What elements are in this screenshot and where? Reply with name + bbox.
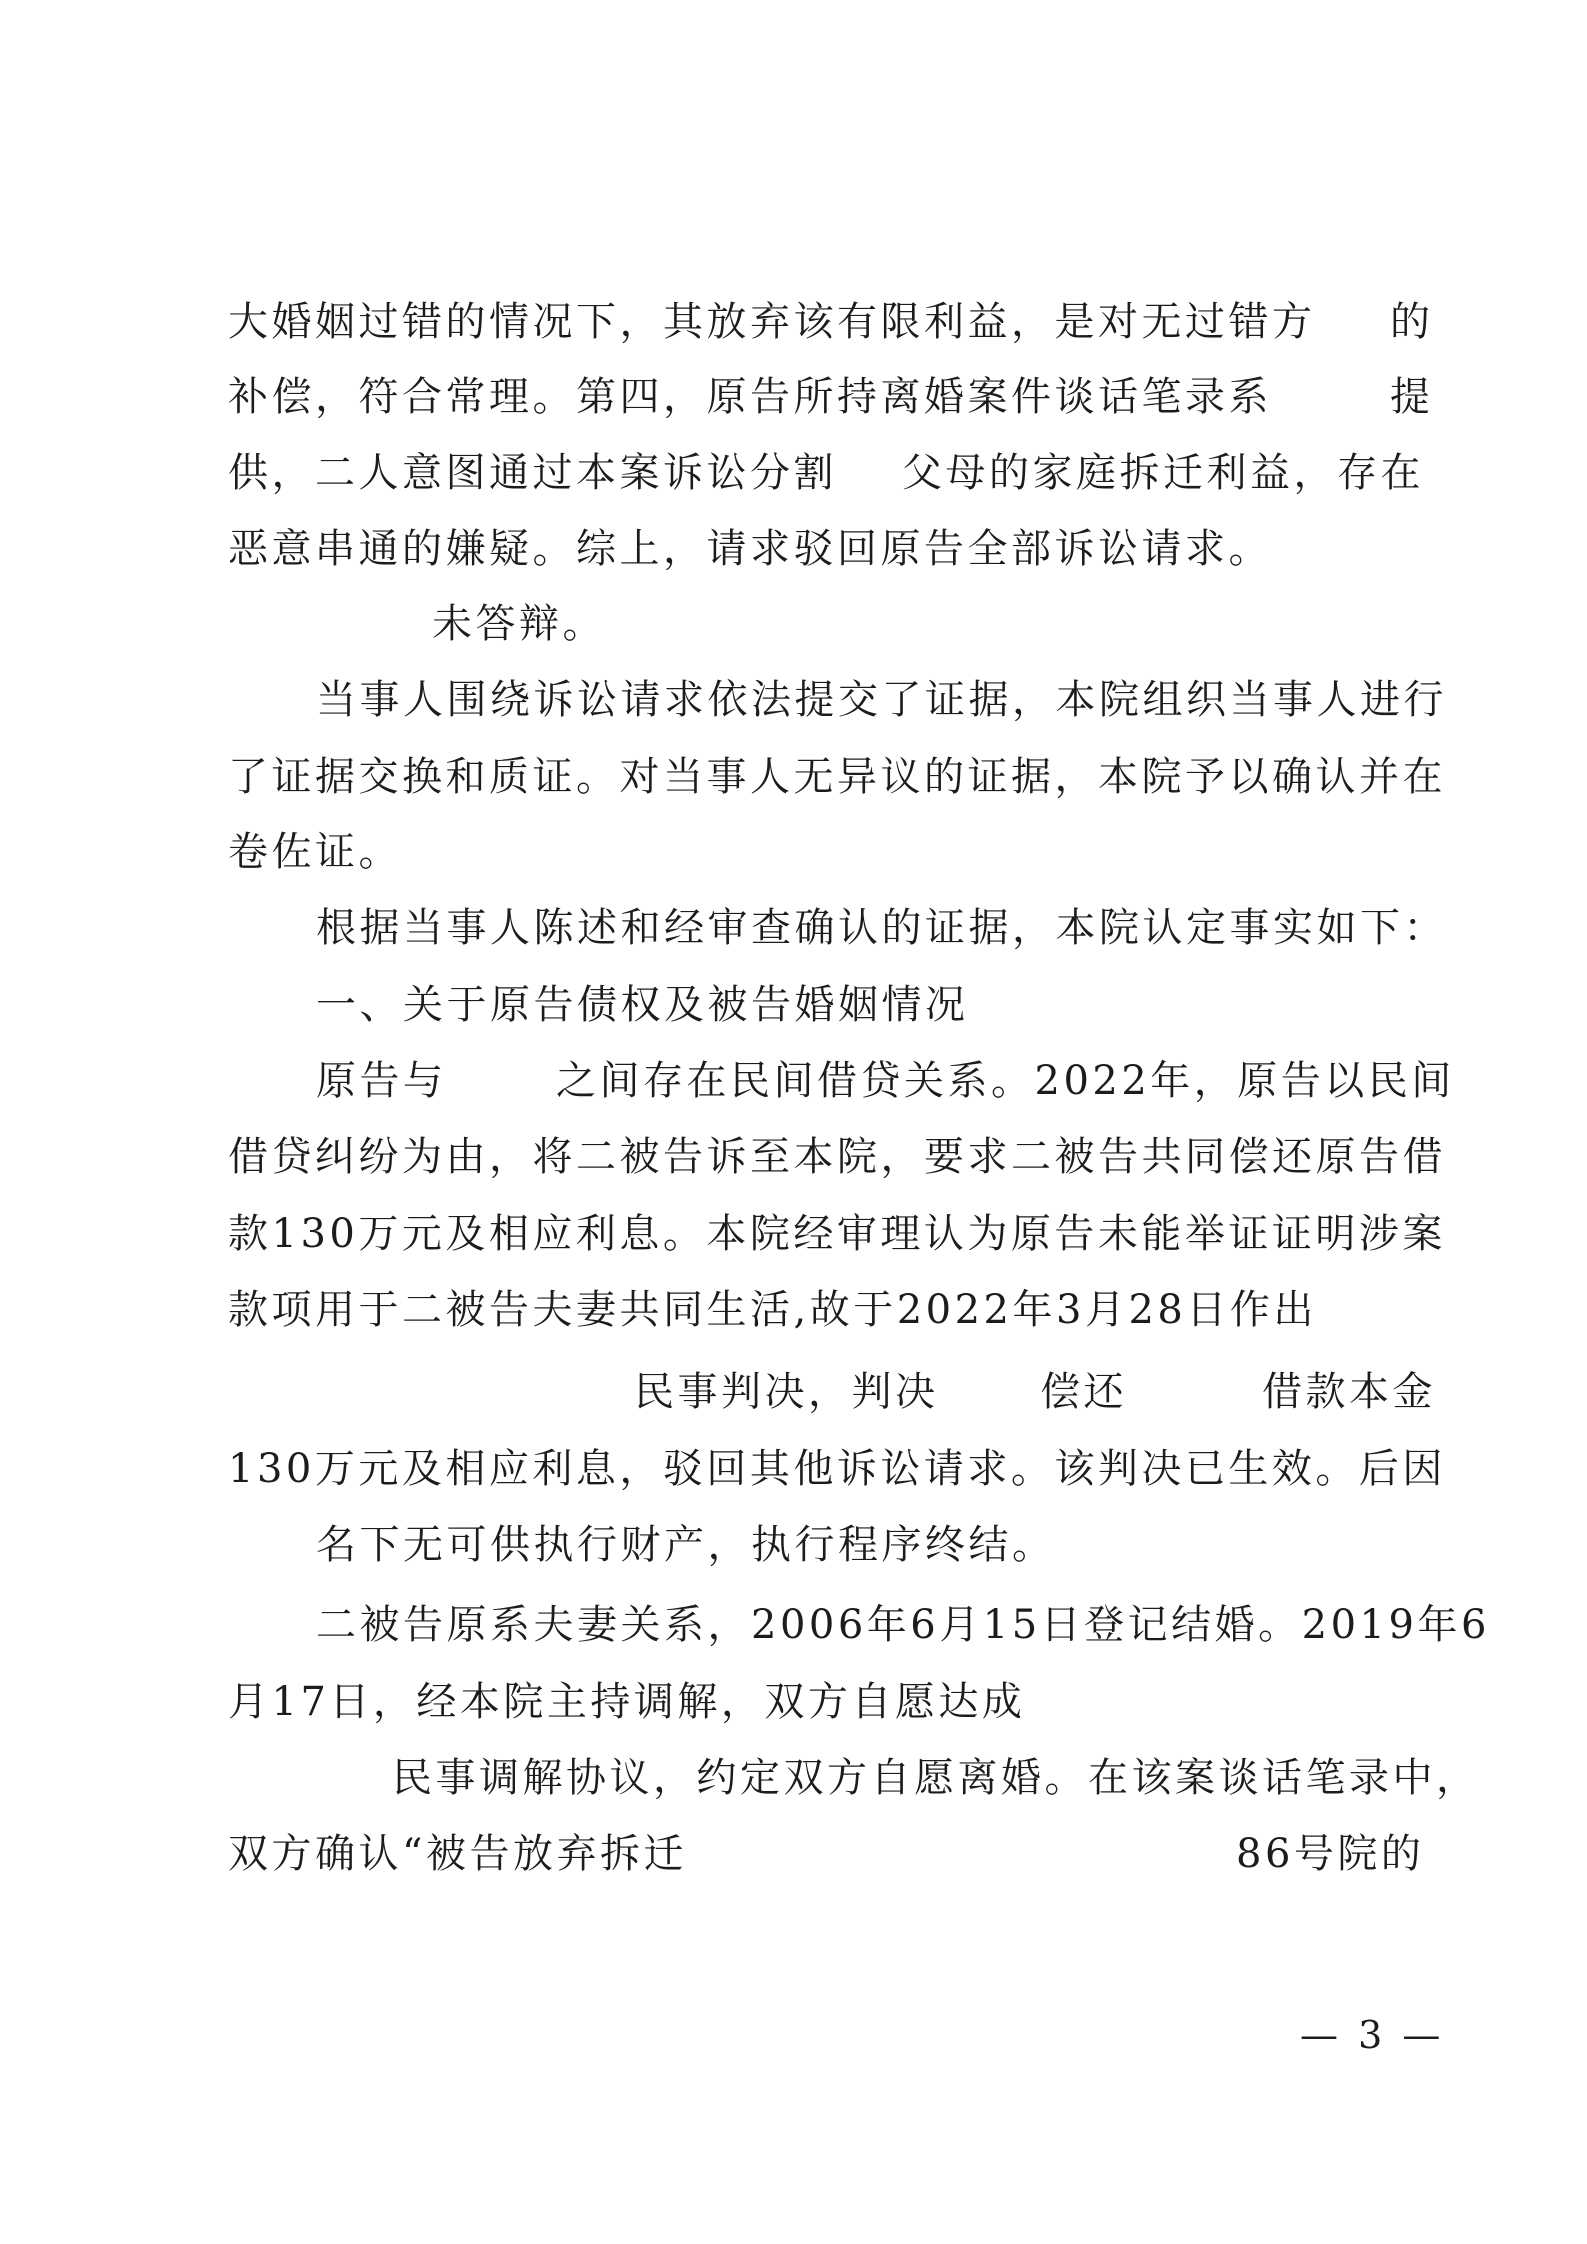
text-line — [0, 745, 1587, 809]
text-segment: 月17日，经本院主持调解，双方自愿达成 — [228, 1679, 1026, 1725]
page-number: — 3 — — [1300, 2013, 1445, 2057]
text-segment: 父母的家庭拆迁利益，存在 — [902, 450, 1424, 496]
text-line — [0, 1360, 1587, 1424]
text-line — [0, 1670, 1587, 1734]
text-segment: 根据当事人陈述和经审查确认的证据，本院认定事实如下： — [316, 905, 1447, 951]
text-segment: 的 — [1390, 299, 1434, 345]
text-line — [0, 441, 1587, 505]
text-line — [0, 592, 1587, 656]
text-segment: 二被告原系夫妻关系，2006年6月15日登记结婚。2019年6 — [316, 1602, 1490, 1648]
text-line — [0, 1049, 1587, 1113]
text-line — [0, 1746, 1587, 1810]
text-segment: 款项用于二被告夫妻共同生活,故于2022年3月28日作出 — [228, 1287, 1317, 1333]
text-segment: 款130万元及相应利息。本院经审理认为原告未能举证证明涉案 — [228, 1211, 1446, 1257]
text-line — [0, 668, 1587, 732]
text-segment: 恶意串通的嫌疑。综上，请求驳回原告全部诉讼请求。 — [228, 526, 1272, 572]
text-line — [0, 517, 1587, 581]
text-segment: 双方确认“被告放弃拆迁 — [228, 1831, 687, 1877]
text-line — [0, 290, 1587, 354]
text-line — [0, 1593, 1587, 1657]
text-segment: 大婚姻过错的情况下，其放弃该有限利益，是对无过错方 — [228, 299, 1316, 345]
text-line — [0, 1278, 1587, 1342]
text-segment: 偿还 — [1040, 1369, 1127, 1415]
text-line — [0, 820, 1587, 884]
text-segment: 提 — [1390, 374, 1434, 420]
text-segment: 卷佐证。 — [228, 829, 402, 875]
text-segment: 未答辩。 — [432, 601, 606, 647]
text-line — [0, 1822, 1587, 1886]
text-segment: 民事判决，判决 — [634, 1369, 939, 1415]
text-segment: 供，二人意图通过本案诉讼分割 — [228, 450, 837, 496]
text-segment: 一、关于原告债权及被告婚姻情况 — [316, 982, 969, 1028]
text-segment: 之间存在民间借贷关系。2022年，原告以民间 — [556, 1058, 1455, 1104]
text-line — [0, 896, 1587, 960]
text-segment: 原告与 — [316, 1058, 447, 1104]
text-segment: 86号院的 — [1236, 1831, 1425, 1877]
text-segment: 补偿，符合常理。第四，原告所持离婚案件谈话笔录系 — [228, 374, 1272, 420]
text-line — [0, 365, 1587, 429]
text-segment: 130万元及相应利息，驳回其他诉讼请求。该判决已生效。后因 — [228, 1446, 1446, 1492]
text-line — [0, 1513, 1587, 1577]
text-line — [0, 1437, 1587, 1501]
text-line — [0, 1125, 1587, 1189]
text-line — [0, 973, 1587, 1037]
text-segment: 当事人围绕诉讼请求依法提交了证据，本院组织当事人进行 — [316, 677, 1447, 723]
text-segment: 民事调解协议，约定双方自愿离婚。在该案谈话笔录中， — [392, 1755, 1480, 1801]
text-segment: 借贷纠纷为由，将二被告诉至本院，要求二被告共同偿还原告借 — [228, 1134, 1446, 1180]
text-segment: 借款本金 — [1262, 1369, 1436, 1415]
text-line — [0, 1202, 1587, 1266]
text-segment: 名下无可供执行财产，执行程序终结。 — [316, 1522, 1056, 1568]
text-segment: 了证据交换和质证。对当事人无异议的证据，本院予以确认并在 — [228, 754, 1446, 800]
